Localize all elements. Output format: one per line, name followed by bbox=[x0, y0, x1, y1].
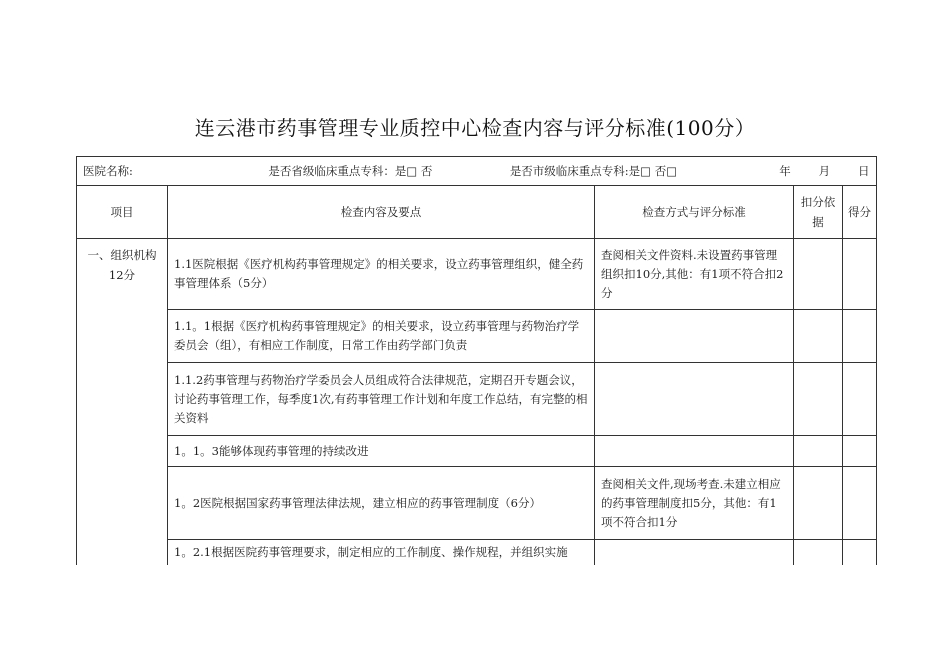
table-row bbox=[77, 239, 877, 310]
col-score: 得分 bbox=[843, 186, 877, 239]
method-cell bbox=[595, 363, 794, 436]
deduction-cell bbox=[794, 467, 843, 540]
table-row bbox=[77, 363, 877, 436]
deduction-cell bbox=[794, 363, 843, 436]
scoring-table bbox=[76, 156, 877, 565]
score-cell bbox=[843, 436, 877, 467]
score-cell bbox=[843, 310, 877, 363]
method-cell: 查阅相关文件,现场考查.未建立相应的药事管理制度扣5分，其他：有1项不符合扣1分 bbox=[595, 467, 794, 540]
content-cell: 1.1.2药事管理与药物治疗学委员会人员组成符合法律规范，定期召开专题会议，讨论药事管理工作，每季度1次,有药事管理工作计划和年度工作总结，有完整的相关资料 bbox=[168, 363, 595, 436]
content-cell: 1。1。3能够体现药事管理的持续改进 bbox=[168, 436, 595, 467]
col-content: 检查内容及要点 bbox=[168, 186, 595, 239]
deduction-cell bbox=[794, 540, 843, 566]
col-deduction-basis: 扣分依据 bbox=[794, 186, 843, 239]
score-cell bbox=[843, 540, 877, 566]
document-title: 连云港市药事管理专业质控中心检查内容与评分标准(100分） bbox=[194, 116, 756, 140]
municipal-key-specialty: 是否市级临床重点专科:是□ 否□ bbox=[509, 163, 678, 178]
header-cell bbox=[77, 157, 877, 186]
day-label: 日 bbox=[858, 163, 870, 178]
deduction-cell bbox=[794, 239, 843, 310]
category-points: 12分 bbox=[108, 268, 136, 282]
hospital-name-label: 医院名称: bbox=[83, 163, 133, 178]
month-label: 月 bbox=[818, 163, 831, 178]
col-method: 检查方式与评分标准 bbox=[595, 186, 794, 239]
col-item: 项目 bbox=[77, 186, 168, 239]
score-cell bbox=[843, 467, 877, 540]
table-row bbox=[77, 540, 877, 566]
content-cell: 1.1。1根据《医疗机构药事管理规定》的相关要求，设立药事管理与药物治疗学委员会（组），有相应工作制度，日常工作由药学部门负责 bbox=[168, 310, 595, 363]
content-cell: 1。2.1根据医院药事管理要求，制定相应的工作制度、操作规程，并组织实施 bbox=[168, 540, 595, 566]
table-row bbox=[77, 310, 877, 363]
score-cell bbox=[843, 363, 877, 436]
category-name: 一、组织机构 bbox=[87, 248, 157, 262]
table-row bbox=[77, 436, 877, 467]
header-row bbox=[77, 157, 877, 186]
method-cell bbox=[595, 540, 794, 566]
provincial-key-specialty: 是否省级临床重点专科：是□ 否 bbox=[268, 163, 433, 178]
year-label: 年 bbox=[779, 163, 791, 178]
column-header-row bbox=[77, 186, 877, 239]
method-cell: 查阅相关文件资料.未设置药事管理组织扣10分,其他：有1项不符合扣2分 bbox=[595, 239, 794, 310]
method-cell bbox=[595, 436, 794, 467]
category-cell bbox=[77, 239, 168, 566]
table-row bbox=[77, 467, 877, 540]
deduction-cell bbox=[794, 310, 843, 363]
content-cell: 1.1医院根据《医疗机构药事管理规定》的相关要求，设立药事管理组织，健全药事管理体系（5分） bbox=[168, 239, 595, 310]
score-cell bbox=[843, 239, 877, 310]
deduction-cell bbox=[794, 436, 843, 467]
method-cell bbox=[595, 310, 794, 363]
content-cell: 1。2医院根据国家药事管理法律法规，建立相应的药事管理制度（6分） bbox=[168, 467, 595, 540]
